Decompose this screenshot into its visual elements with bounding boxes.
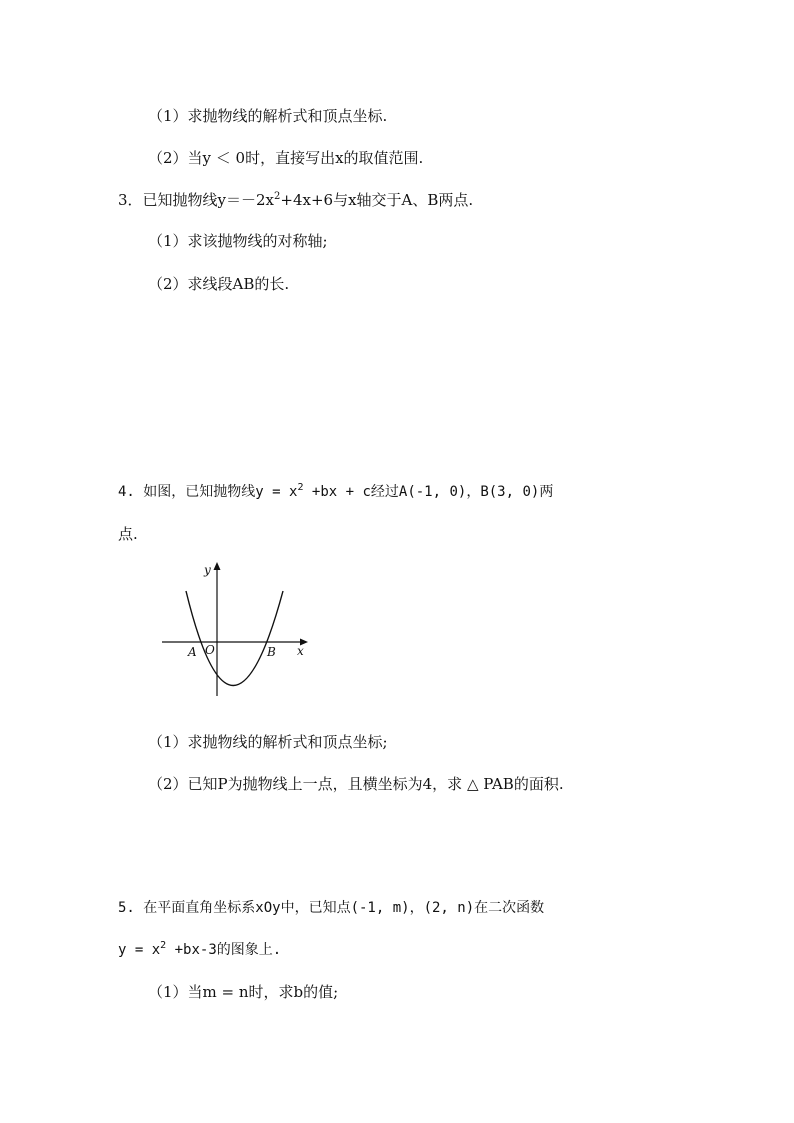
q4-stem-suffix: +bx + c经过A(-1, 0)，B(3, 0)两: [303, 484, 554, 500]
q3-stem-exponent: 2: [274, 191, 281, 202]
q2-sub2: （2）当y ＜ 0时，直接写出x的取值范围.: [148, 149, 424, 167]
parabola-figure: [158, 560, 310, 700]
q5-stem2-prefix: y = x: [118, 942, 161, 958]
q4-stem-exponent: 2: [297, 482, 304, 493]
q3-stem: [118, 190, 473, 210]
origin-label: O: [205, 643, 215, 657]
q2-sub1: （1）求抛物线的解析式和顶点坐标.: [148, 107, 388, 125]
y-axis-label: y: [204, 563, 211, 577]
q5-stem2-exponent: 2: [160, 940, 167, 951]
q3-stem-suffix: +4x+6与x轴交于A、B两点.: [280, 191, 474, 209]
q4-stem: [118, 482, 553, 502]
q3-stem-prefix: 3．已知抛物线y＝－2x: [118, 191, 275, 209]
q4-stem-wrap: 点.: [118, 525, 138, 543]
q4-stem-prefix: 4. 如图，已知抛物线y = x: [118, 484, 298, 500]
parabola-graph: [158, 560, 310, 700]
x-axis-label: x: [297, 644, 304, 658]
q5-stem2: [118, 940, 281, 960]
point-b-label: B: [267, 645, 276, 659]
q5-stem2-suffix: +bx-3的图象上.: [166, 942, 282, 958]
q3-sub1: （1）求该抛物线的对称轴;: [148, 232, 328, 250]
q5-sub1: （1）当m = n时，求b的值;: [148, 983, 339, 1001]
q3-sub2: （2）求线段AB的长.: [148, 275, 290, 293]
q4-sub1: （1）求抛物线的解析式和顶点坐标;: [148, 733, 388, 751]
parabola-curve: [186, 591, 283, 686]
point-a-label: A: [188, 645, 197, 659]
y-axis-arrow: [214, 562, 221, 570]
q5-stem: 5. 在平面直角坐标系xOy中，已知点(-1, m)，(2, n)在二次函数: [118, 900, 545, 916]
q4-sub2: （2）已知P为抛物线上一点，且横坐标为4，求 △ PAB的面积.: [148, 775, 564, 793]
